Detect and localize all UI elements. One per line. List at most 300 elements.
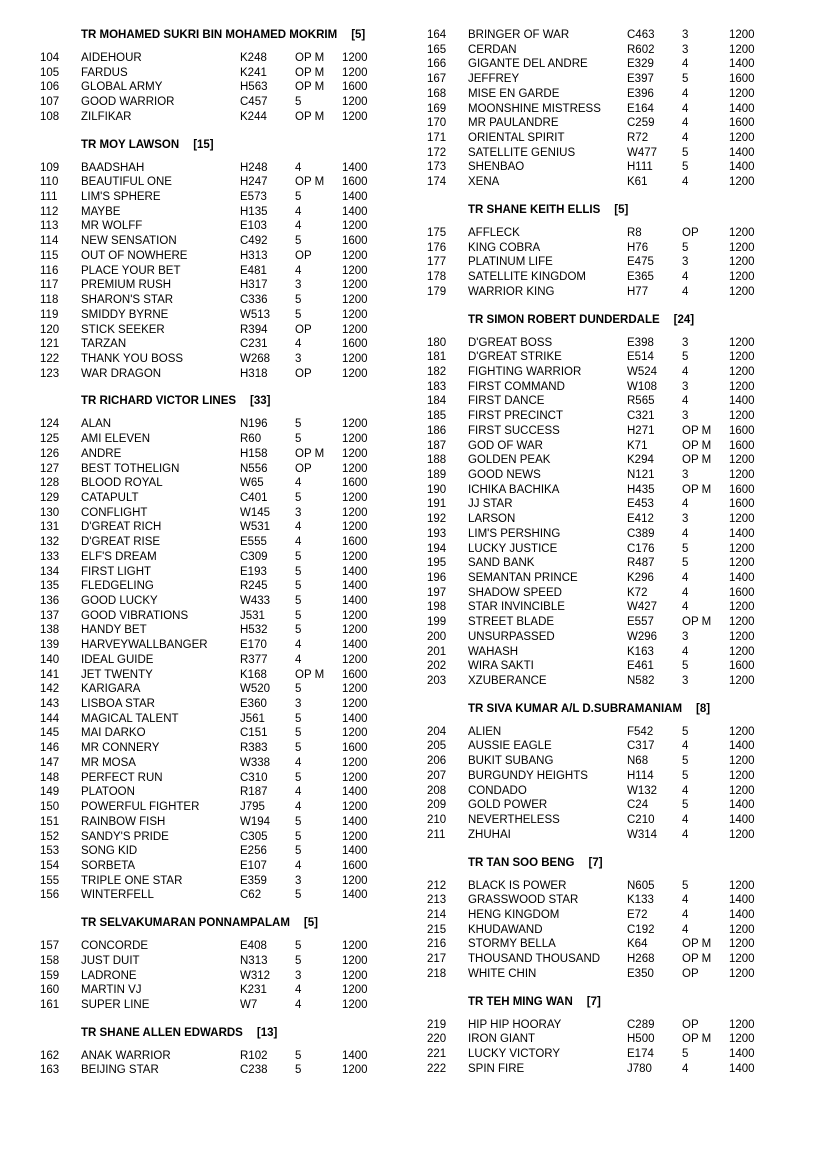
horse-rating: 4	[682, 498, 689, 511]
horse-row	[40, 969, 430, 984]
horse-code: R487	[627, 557, 655, 570]
horse-rating: 4	[682, 87, 689, 100]
horse-number: 218	[427, 967, 447, 980]
horse-number: 215	[427, 923, 447, 936]
horse-row	[40, 1049, 430, 1064]
horse-code: K72	[627, 586, 648, 599]
horse-code: C309	[240, 550, 268, 563]
horse-code: E170	[240, 639, 267, 652]
trainer-heading	[81, 394, 471, 408]
horse-row	[40, 954, 430, 969]
horse-number: 176	[427, 241, 447, 254]
horse-rating: 4	[682, 102, 689, 115]
horse-row	[40, 844, 430, 859]
horse-code: H313	[240, 249, 268, 262]
horse-weight: 1200	[729, 132, 755, 145]
horse-row	[427, 57, 817, 72]
trainer-name: TR MOHAMED SUKRI BIN MOHAMED MOKRIM	[81, 29, 338, 41]
horse-name: JEFFREY	[468, 73, 520, 86]
horse-code: K296	[627, 572, 654, 584]
horse-code: C492	[240, 235, 268, 248]
horse-row	[40, 417, 430, 432]
horse-weight: 1200	[729, 784, 755, 797]
horse-rating: 4	[682, 365, 689, 378]
horse-code: N556	[240, 462, 268, 475]
horse-weight: 1200	[342, 352, 368, 365]
trainer-name: TR MOY LAWSON	[81, 138, 180, 151]
trainer-name: TR TEH MING WAN	[468, 995, 573, 1008]
horse-rating: OP M	[295, 52, 325, 64]
horse-name: JET TWENTY	[81, 668, 153, 681]
horse-rating: 4	[682, 923, 689, 936]
horse-name: SHADOW SPEED	[468, 586, 562, 599]
horse-row	[427, 798, 817, 813]
horse-weight: 1400	[729, 161, 755, 174]
horse-row	[427, 674, 817, 689]
horse-row	[40, 219, 430, 234]
horse-row	[427, 908, 817, 923]
horse-code: K61	[627, 176, 648, 189]
horse-code: R102	[240, 1049, 268, 1062]
horse-row	[427, 527, 817, 542]
horse-row	[40, 741, 430, 756]
horse-weight: 1200	[729, 1018, 755, 1031]
horse-code: E557	[627, 616, 654, 629]
horse-row	[40, 785, 430, 800]
horse-code: C389	[627, 527, 655, 540]
horse-rating: 3	[682, 43, 689, 56]
horse-weight: 1600	[729, 586, 755, 599]
horse-row	[427, 87, 817, 102]
horse-weight: 1200	[342, 264, 368, 277]
horse-code: W65	[240, 477, 264, 490]
horse-code: C289	[627, 1018, 655, 1031]
horse-name: KING COBRA	[468, 241, 541, 254]
horse-weight: 1600	[342, 742, 368, 755]
horse-row	[40, 51, 430, 66]
horse-code: W268	[240, 352, 271, 365]
horse-rating: OP	[682, 226, 699, 239]
horse-code: C305	[240, 830, 268, 843]
horse-number: 111	[40, 191, 58, 204]
horse-code: E396	[627, 87, 654, 100]
horse-row	[40, 726, 430, 741]
horse-weight: 1200	[342, 66, 368, 79]
horse-name: ANAK WARRIOR	[81, 1049, 171, 1062]
horse-number: 112	[40, 205, 59, 218]
horse-name: WHITE CHIN	[468, 967, 537, 980]
horse-row	[40, 432, 430, 447]
horse-rating: OP M	[682, 439, 712, 452]
horse-weight: 1200	[342, 220, 368, 233]
horse-number: 187	[427, 439, 447, 452]
horse-rating: 4	[682, 894, 689, 907]
horse-row	[427, 1047, 817, 1062]
horse-number: 173	[427, 161, 447, 174]
horse-weight: 1200	[729, 938, 755, 951]
horse-weight: 1400	[729, 799, 755, 812]
horse-weight: 1200	[729, 542, 755, 555]
horse-code: H76	[627, 241, 649, 254]
horse-rating: OP M	[682, 938, 712, 951]
horse-name: GOOD NEWS	[468, 468, 541, 481]
horse-rating: 3	[295, 279, 302, 292]
horse-row	[427, 394, 817, 409]
horse-number: 214	[427, 908, 447, 921]
horse-row	[427, 542, 817, 557]
horse-row	[40, 623, 430, 638]
horse-rating: 5	[295, 491, 302, 504]
horse-rating: 4	[682, 1062, 689, 1075]
horse-number: 186	[427, 424, 447, 437]
horse-rating: 5	[295, 550, 302, 563]
horse-rating: 4	[682, 176, 689, 189]
horse-weight: 1600	[729, 117, 755, 130]
horse-rating: OP	[295, 367, 312, 380]
horse-number: 114	[40, 235, 59, 248]
horse-weight: 1200	[729, 967, 755, 980]
horse-number: 204	[427, 725, 447, 738]
horse-number: 127	[40, 462, 60, 475]
horse-row	[40, 609, 430, 624]
trainer-name: TR SIVA KUMAR A/L D.SUBRAMANIAM	[468, 702, 683, 715]
horse-weight: 1200	[342, 521, 368, 534]
horse-row	[40, 367, 430, 382]
horse-weight: 1600	[342, 668, 368, 681]
horse-number: 157	[40, 940, 60, 953]
horse-code: E412	[627, 513, 654, 526]
horse-rating: 5	[682, 660, 689, 673]
horse-code: H77	[627, 285, 649, 298]
horse-row	[427, 813, 817, 828]
horse-weight: 1400	[342, 845, 368, 858]
horse-weight: 1400	[342, 712, 368, 725]
horse-name: WAHASH	[468, 645, 519, 658]
horse-name: PERFECT RUN	[81, 771, 163, 784]
horse-rating: 5	[682, 557, 689, 570]
horse-number: 198	[427, 601, 447, 614]
horse-number: 126	[40, 447, 60, 460]
horse-name: ORIENTAL SPIRIT	[468, 132, 565, 145]
horse-number: 161	[40, 998, 60, 1011]
horse-rating: 3	[295, 506, 302, 519]
horse-code: E398	[627, 336, 654, 349]
horse-code: F542	[627, 725, 654, 738]
horse-number: 117	[40, 279, 59, 292]
horse-row	[427, 102, 817, 117]
horse-weight: 1200	[729, 923, 755, 936]
horse-weight: 1400	[342, 595, 368, 607]
horse-rating: 5	[295, 433, 302, 446]
horse-name: HANDY BET	[81, 624, 147, 637]
horse-number: 209	[427, 799, 447, 812]
trainer-heading	[468, 313, 827, 327]
horse-number: 181	[427, 351, 447, 364]
horse-number: 167	[427, 73, 447, 86]
horse-number: 177	[427, 256, 447, 269]
horse-code: C231	[240, 338, 268, 351]
horse-row	[427, 285, 817, 300]
horse-rating: 4	[682, 814, 689, 827]
horse-name: FLEDGELING	[81, 580, 154, 593]
horse-number: 156	[40, 889, 60, 902]
horse-row	[427, 754, 817, 769]
horse-weight: 1200	[729, 675, 755, 688]
horse-name: ALAN	[81, 418, 112, 431]
horse-name: TARZAN	[81, 338, 127, 351]
horse-name: UNSURPASSED	[468, 630, 555, 643]
horse-weight: 1600	[342, 235, 368, 248]
horse-number: 143	[40, 698, 60, 711]
horse-number: 180	[427, 336, 447, 349]
horse-weight: 1400	[342, 815, 368, 828]
horse-rating: OP M	[682, 483, 712, 496]
horse-rating: 4	[295, 653, 302, 666]
horse-number: 133	[40, 550, 60, 563]
horse-code: E193	[240, 565, 267, 578]
horse-number: 169	[427, 102, 447, 115]
horse-weight: 1200	[342, 367, 368, 380]
horse-code: C463	[627, 29, 655, 41]
horse-count: [7]	[586, 995, 601, 1008]
horse-rating: OP	[295, 462, 312, 475]
horse-code: K163	[627, 645, 654, 658]
horse-number: 179	[427, 285, 447, 298]
horse-number: 150	[40, 801, 60, 814]
horse-number: 191	[427, 498, 447, 511]
horse-number: 148	[40, 771, 60, 784]
horse-name: OUT OF NOWHERE	[81, 249, 188, 262]
horse-rating: 5	[295, 815, 302, 828]
horse-rating: 5	[295, 624, 302, 637]
trainer-heading	[468, 995, 827, 1009]
horse-name: MR PAULANDRE	[468, 117, 559, 130]
horse-rating: 4	[682, 908, 689, 921]
horse-name: IDEAL GUIDE	[81, 653, 154, 666]
horse-weight: 1200	[729, 29, 755, 41]
horse-name: JUST DUIT	[81, 954, 140, 967]
horse-name: SAND BANK	[468, 557, 535, 570]
horse-row	[427, 739, 817, 754]
horse-number: 217	[427, 953, 447, 966]
horse-name: CATAPULT	[81, 491, 139, 504]
horse-number: 136	[40, 595, 60, 607]
horse-name: MISE EN GARDE	[468, 87, 560, 100]
horse-rating: 3	[295, 698, 302, 711]
horse-name: WINTERFELL	[81, 889, 154, 902]
horse-rating: 5	[682, 769, 689, 782]
horse-rating: OP	[295, 249, 312, 262]
horse-name: LIM'S PERSHING	[468, 527, 561, 540]
horse-name: LARSON	[468, 513, 516, 526]
horse-number: 196	[427, 572, 447, 584]
horse-code: E514	[627, 351, 654, 364]
horse-row	[427, 512, 817, 527]
horse-rating: 5	[682, 73, 689, 86]
horse-rating: 3	[295, 352, 302, 365]
horse-rating: 3	[682, 410, 689, 423]
horse-row	[40, 800, 430, 815]
horse-rating: 3	[682, 675, 689, 688]
horse-name: GOOD WARRIOR	[81, 96, 175, 109]
horse-rating: 4	[295, 161, 302, 174]
horse-name: GOD OF WAR	[468, 439, 543, 452]
horse-name: GOLDEN PEAK	[468, 454, 551, 467]
horse-rating: 4	[295, 264, 302, 277]
horse-weight: 1400	[342, 580, 368, 593]
horse-number: 188	[427, 454, 447, 467]
horse-code: H317	[240, 279, 268, 292]
horse-number: 185	[427, 410, 447, 423]
horse-row	[40, 249, 430, 264]
horse-number: 145	[40, 727, 60, 740]
horse-rating: OP M	[295, 81, 325, 94]
horse-number: 135	[40, 580, 60, 593]
horse-number: 124	[40, 418, 60, 431]
horse-name: PLATINUM LIFE	[468, 256, 553, 269]
horse-name: MARTIN VJ	[81, 984, 142, 997]
horse-code: C317	[627, 740, 655, 753]
horse-name: MR MOSA	[81, 756, 136, 769]
horse-weight: 1200	[342, 96, 368, 109]
horse-weight: 1200	[342, 323, 368, 336]
horse-number: 107	[40, 96, 60, 109]
horse-rating: 5	[295, 418, 302, 431]
horse-row	[427, 571, 817, 586]
horse-row	[40, 638, 430, 653]
horse-rating: 5	[682, 879, 689, 892]
horse-weight: 1200	[342, 830, 368, 843]
horse-name: FIRST SUCCESS	[468, 424, 560, 437]
horse-number: 119	[40, 308, 59, 321]
horse-count: [8]	[696, 702, 711, 715]
horse-code: E461	[627, 660, 654, 673]
horse-code: H248	[240, 161, 268, 174]
horse-name: STORMY BELLA	[468, 938, 556, 951]
horse-code: N121	[627, 468, 655, 481]
horse-number: 104	[40, 52, 60, 64]
horse-row	[427, 453, 817, 468]
horse-weight: 1400	[729, 572, 755, 584]
horse-weight: 1200	[342, 418, 368, 431]
horse-name: FIRST LIGHT	[81, 565, 152, 578]
horse-weight: 1200	[342, 1064, 368, 1077]
horse-row	[427, 350, 817, 365]
horse-number: 116	[40, 264, 59, 277]
horse-name: ZILFIKAR	[81, 110, 132, 123]
horse-weight: 1400	[729, 527, 755, 540]
horse-name: SHARON'S STAR	[81, 294, 174, 307]
horse-rating: OP M	[295, 668, 325, 681]
horse-code: H135	[240, 205, 268, 218]
horse-code: W524	[627, 365, 658, 378]
horse-code: C176	[627, 542, 655, 555]
horse-code: E555	[240, 536, 267, 549]
horse-weight: 1200	[729, 380, 755, 393]
horse-weight: 1200	[729, 226, 755, 239]
horse-name: BRINGER OF WAR	[468, 29, 570, 41]
horse-weight: 1200	[342, 683, 368, 696]
horse-code: E174	[627, 1047, 654, 1060]
horse-code: N605	[627, 879, 655, 892]
horse-name: JJ STAR	[468, 498, 513, 511]
horse-code: R377	[240, 653, 268, 666]
horse-code: W427	[627, 601, 658, 614]
horse-weight: 1400	[342, 161, 368, 174]
horse-rating: 4	[682, 58, 689, 71]
horse-code: E453	[627, 498, 654, 511]
horse-rating: 5	[295, 727, 302, 740]
horse-weight: 1200	[729, 241, 755, 254]
horse-rating: 4	[682, 784, 689, 797]
horse-row	[427, 725, 817, 740]
horse-row	[427, 659, 817, 674]
horse-rating: OP M	[682, 424, 712, 437]
horse-weight: 1200	[342, 801, 368, 814]
horse-number: 152	[40, 830, 60, 843]
horse-code: H247	[240, 176, 268, 189]
horse-name: HARVEYWALLBANGER	[81, 639, 208, 652]
horse-weight: 1200	[342, 249, 368, 262]
horse-row	[427, 365, 817, 380]
horse-weight: 1600	[342, 176, 368, 189]
horse-count: [7]	[588, 856, 603, 869]
horse-number: 141	[40, 668, 60, 681]
horse-weight: 1200	[729, 769, 755, 782]
horse-row	[40, 712, 430, 727]
horse-code: E164	[627, 102, 654, 115]
horse-code: E329	[627, 58, 654, 71]
horse-row	[40, 110, 430, 125]
horse-weight: 1400	[729, 740, 755, 753]
horse-name: GIGANTE DEL ANDRE	[468, 58, 588, 71]
horse-name: ALIEN	[468, 725, 502, 738]
horse-weight: 1200	[729, 1033, 755, 1046]
horse-weight: 1200	[342, 491, 368, 504]
horse-code: W108	[627, 380, 658, 393]
horse-code: W338	[240, 756, 271, 769]
horse-number: 210	[427, 814, 447, 827]
horse-name: IRON GIANT	[468, 1033, 536, 1046]
horse-weight: 1600	[729, 660, 755, 673]
horse-row	[427, 1032, 817, 1047]
trainer-heading	[81, 138, 471, 152]
horse-name: CONFLIGHT	[81, 506, 148, 519]
horse-code: K133	[627, 894, 654, 907]
horse-row	[40, 550, 430, 565]
horse-code: K241	[240, 66, 267, 79]
horse-name: XZUBERANCE	[468, 675, 547, 688]
horse-name: WAR DRAGON	[81, 367, 162, 380]
horse-rating: OP	[682, 967, 699, 980]
horse-weight: 1400	[729, 58, 755, 71]
horse-row	[427, 146, 817, 161]
horse-code: N582	[627, 675, 655, 688]
horse-name: FIRST PRECINCT	[468, 410, 563, 423]
trainer-name: TR SHANE KEITH ELLIS	[468, 203, 601, 216]
horse-rating: 4	[295, 205, 302, 218]
horse-number: 132	[40, 536, 60, 549]
horse-weight: 1600	[729, 483, 755, 496]
horse-row	[40, 352, 430, 367]
horse-rating: 3	[682, 336, 689, 349]
horse-name: ICHIKA BACHIKA	[468, 483, 560, 496]
horse-number: 199	[427, 616, 447, 629]
horse-rating: 3	[682, 468, 689, 481]
horse-rating: 4	[295, 338, 302, 351]
horse-row	[427, 600, 817, 615]
horse-row	[40, 161, 430, 176]
